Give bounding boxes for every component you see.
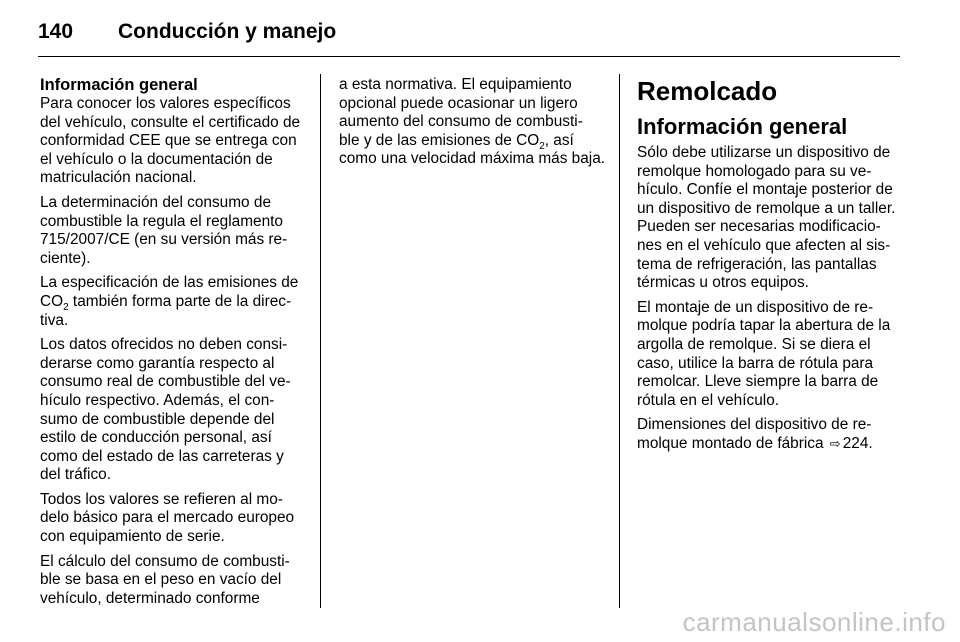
page-header: [38, 14, 900, 57]
subsection-title-general-info: Información general: [637, 114, 848, 139]
paragraph: Todos los valores se refieren al mo‑ delo básico para el mercado europeo con equipamiento de serie.: [40, 490, 295, 546]
section-title-towing: Remolcado: [637, 76, 778, 106]
paragraph-co2: La especificación de las emisiones de $CO_2$ también forma parte de la direc‑ tiva.: [40, 274, 299, 329]
subscript: 2: [539, 140, 545, 152]
paragraph-with-reference: Dimensiones del dispositivo de re‑ molque montado de fábrica ⇨ 224.: [637, 416, 873, 452]
paragraph: Para conocer los valores específicos del vehículo, consulte el certificado de conformidad CEE que se entrega con el vehículo o la documentación de matriculación nacional.: [40, 95, 301, 187]
page-reference-arrow-icon: ⇨: [829, 435, 841, 451]
subscript: 2: [63, 302, 69, 314]
page-reference[interactable]: 224.: [842, 434, 873, 452]
paragraph: Los datos ofrecidos no deben consi‑ derarse como garantía respecto al consumo real de combustible del ve‑ hículo respectivo. Además, el con‑ sumo de combustible depende del estilo de conducción personal, así como del estado de las carreteras y del tráfico.: [40, 336, 291, 484]
paragraph: Sólo debe utilizarse un dispositivo de remolque homologado para su ve‑ hículo. Confíe el montaje posterior de un dispositivo de remolque a un taller. Pueden ser necesarias modificacio‑ nes en el vehículo que afecten al sis‑ tema de refrigeración, las pantallas térmicas u otros equipos.: [637, 144, 896, 292]
column-middle: [339, 76, 607, 175]
page-number: 140: [38, 20, 74, 43]
watermark: carmanualsonline.info: [682, 607, 946, 637]
paragraph: El montaje de un dispositivo de re‑ molque podría tapar la abertura de la argolla de remolque. Si se diera el caso, utilice la barra de rótula para remolcar. Lleve siempre la barra de rótula en el vehículo.: [637, 298, 891, 409]
column-right: [637, 76, 905, 460]
paragraph: La determinación del consumo de combustible la regula el reglamento 715/2007/CE (en su versión más re‑ ciente).: [40, 193, 288, 267]
chapter-title: Conducción y manejo: [118, 20, 337, 43]
column-divider: [619, 74, 620, 608]
section-heading-general-info: Información general: [40, 76, 198, 94]
paragraph-co2: a esta normativa. El equipamiento opcional puede ocasionar un ligero aumento del consumo de combusti‑ ble y de las emisiones de $CO_2$, así como una velocidad máxima más baja.: [339, 76, 606, 168]
column-left: [40, 76, 308, 614]
paragraph: El cálculo del consumo de combusti‑ ble se basa en el peso en vacío del vehículo, determinado conforme: [40, 552, 290, 607]
column-divider: [320, 74, 321, 608]
